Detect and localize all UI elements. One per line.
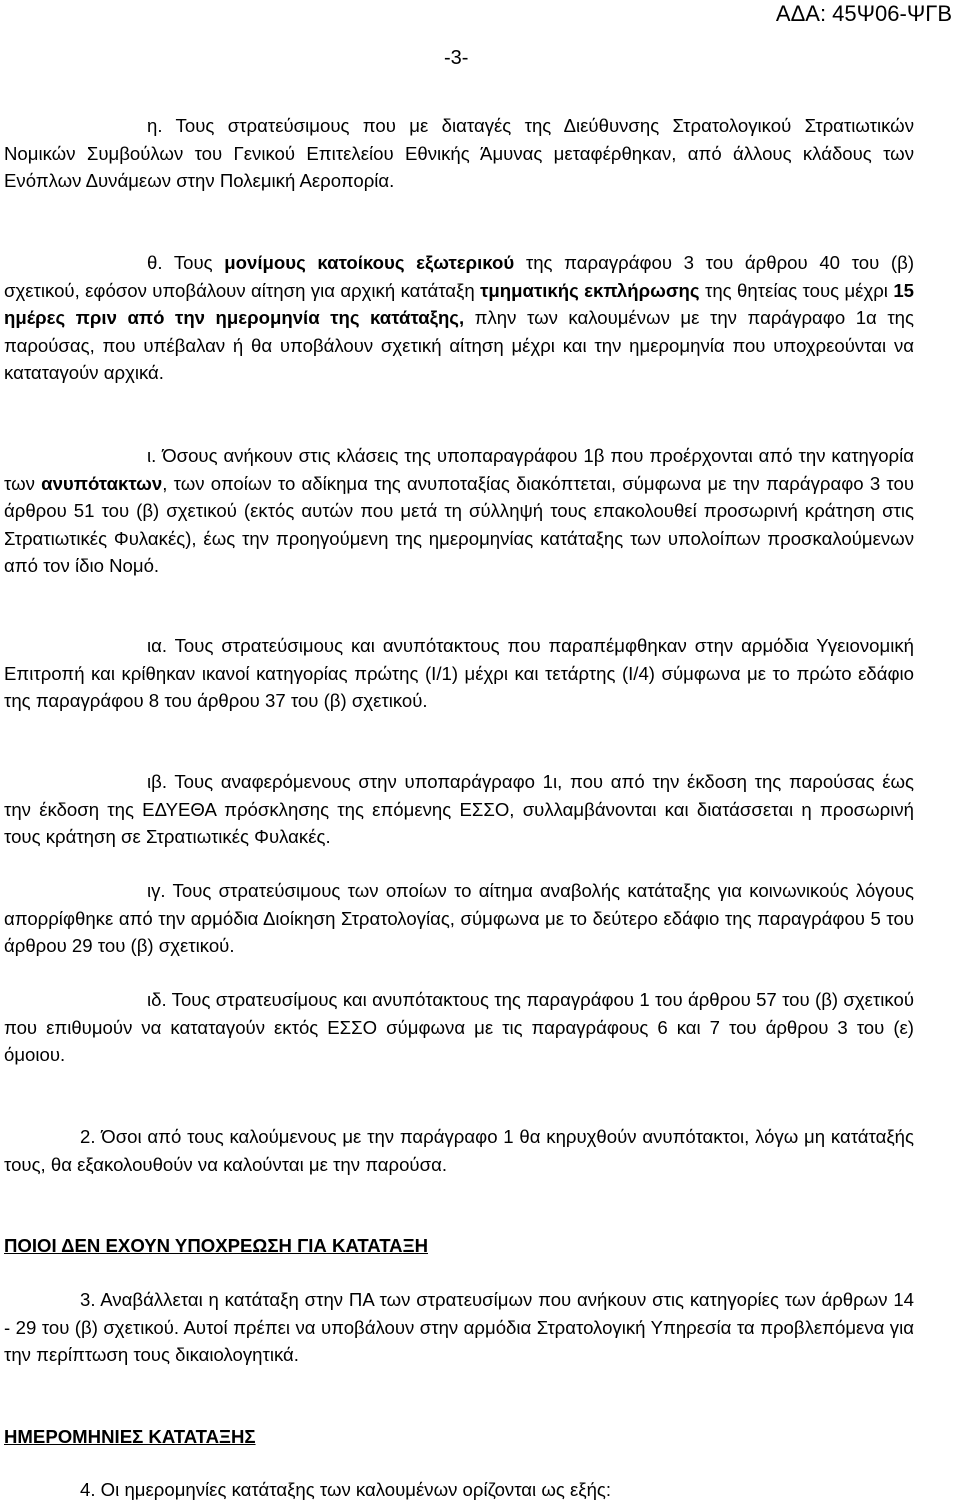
bold-text: 15 ημέρες πριν από την ημερομηνία της κατάταξης, [4, 279, 915, 328]
bold-text: μονίμους κατοίκους εξωτερικού [224, 252, 515, 273]
paragraph-ig [4, 877, 914, 960]
paragraph-text: , των οποίων το αδίκημα της ανυποταξίας διακόπτεται, σύμφωνα με την παράγραφο 3 του άρθρου 51 του (β) σχετικού (εκτός αυτών που μετά τη σύλληψή τους επακολουθεί προσωρινή κράτηση στις Στρατιωτικές Φυλακές), έως την προηγούμενη της ημερομηνίας κατάταξης των υπολοίπων προσκαλούμενων από τον ίδιο Νομό. [4, 472, 915, 576]
paragraph-label: η. [147, 115, 163, 136]
paragraph-text: Τους στρατεύσιμους που με διαταγές της Διεύθυνσης Στρατολογικού Στρατιωτικών Νομικών Συμβούλων του Γενικού Επιτελείου Εθνικής Άμυνας μεταφέρθηκαν, από άλλους κλάδους των Ενόπλων Δυνάμεων στην Πολεμική Αεροπορία. [4, 115, 914, 191]
paragraph-label: ια. [147, 635, 168, 656]
paragraph-text: της παραγράφου 3 του άρθρου 40 του (β) σχετικού, εφόσον υποβάλουν αίτηση για αρχική κατάταξη [4, 252, 915, 301]
paragraph-text: Τους στρατευσίμους και ανυπότακτους της παραγράφου 1 του άρθρου 57 του (β) σχετικού που επιθυμούν να καταταγούν εκτός ΕΣΣΟ σύμφωνα με τις παραγράφους 6 και 7 του άρθρου 3 του (ε) όμοιου. [4, 989, 914, 1065]
paragraph-text: Όσους ανήκουν στις κλάσεις της υποπαραγράφου 1β που προέρχονται από την κατηγορία των [4, 445, 914, 494]
bold-text: ανυπότακτων [41, 472, 163, 494]
paragraph-text: Τους στρατεύσιμους και ανυπότακτους που παραπέμφθηκαν στην αρμόδια Υγειονομική Επιτροπή και κρίθηκαν ικανοί κατηγορίας πρώτης (Ι/1) μέχρι και τετάρτης (Ι/4) σύμφωνα με το πρώτο εδάφιο της παραγράφου 8 του άρθρου 37 του (β) σχετικού. [4, 635, 914, 711]
paragraph-text: Αναβάλλεται η κατάταξη στην ΠΑ των στρατευσίμων που ανήκουν στις κατηγορίες των άρθρων 14 - 29 του (β) σχετικού. Αυτοί πρέπει να υποβάλουν στην αρμόδια Στρατολογική Υπηρεσία τα προβλεπόμενα για την περίπτωση τους δικαιολογητικά. [4, 1289, 914, 1365]
paragraph-4 [4, 1476, 914, 1504]
section-heading: ΗΜΕΡΟΜΗΝΙΕΣ ΚΑΤΑΤΑΞΗΣ [4, 1426, 256, 1447]
paragraph-label: θ. [147, 252, 163, 273]
paragraph-iota [4, 442, 914, 580]
paragraph-text: Τους [162, 252, 225, 273]
ada-code: ΑΔΑ: 45Ψ06-ΨΓΒ [775, 1, 952, 26]
paragraph-label: ιγ. [147, 880, 166, 901]
paragraph-label: ιδ. [147, 989, 167, 1010]
paragraph-eta [4, 112, 914, 195]
paragraph-ia [4, 632, 914, 715]
paragraph-label: 4. [80, 1479, 96, 1500]
paragraph-text: πλην των καλουμένων με την παράγραφο 1α της παρούσας, που υπέβαλαν ή θα υποβάλουν σχετική αίτηση μέχρι και την ημερομηνία που υποχρεούνται να καταταγούν αρχικά. [4, 307, 914, 383]
paragraph-text: Όσοι από τους καλούμενους με την παράγραφο 1 θα κηρυχθούν ανυπότακτοι, λόγω μη κατάταξής τους, θα εξακολουθούν να καλούνται με την παρούσα. [4, 1126, 914, 1175]
page-number: -3- [444, 47, 469, 69]
paragraph-text: Τους στρατεύσιμους των οποίων το αίτημα αναβολής κατάταξης για κοινωνικούς λόγους απορρίφθηκε από την αρμόδια Διοίκηση Στρατολογίας, σύμφωνα με το δεύτερο εδάφιο της παραγράφου 5 του άρθρου 29 του (β) σχετικού. [4, 880, 914, 956]
paragraph-label: 2. [80, 1126, 96, 1147]
paragraph-id [4, 986, 914, 1069]
paragraph-text: Τους αναφερόμενους στην υποπαράγραφο 1ι, που από την έκδοση της παρούσας έως την έκδοση της ΕΔΥΕΘΑ πρόσκλησης της επόμενης ΕΣΣΟ, συλλαμβάνονται και διατάσσεται η προσωρινή τους κράτηση σε Στρατιωτικές Φυλακές. [4, 771, 914, 847]
paragraph-3 [4, 1286, 914, 1369]
paragraph-2 [4, 1123, 914, 1178]
paragraph-text: της θητείας τους μέχρι [699, 279, 894, 301]
section-heading: ΠΟΙΟΙ ΔΕΝ ΕΧΟΥΝ ΥΠΟΧΡΕΩΣΗ ΓΙΑ ΚΑΤΑΤΑΞΗ [4, 1235, 428, 1256]
bold-text: τμηματικής εκπλήρωσης [480, 279, 700, 301]
paragraph-text: Οι ημερομηνίες κατάταξης των καλουμένων ορίζονται ως εξής: [95, 1479, 612, 1500]
paragraph-label: ι. [147, 445, 157, 466]
paragraph-theta [4, 249, 914, 387]
paragraph-label: ιβ. [147, 771, 167, 792]
paragraph-ib [4, 768, 914, 851]
paragraph-label: 3. [80, 1289, 96, 1310]
